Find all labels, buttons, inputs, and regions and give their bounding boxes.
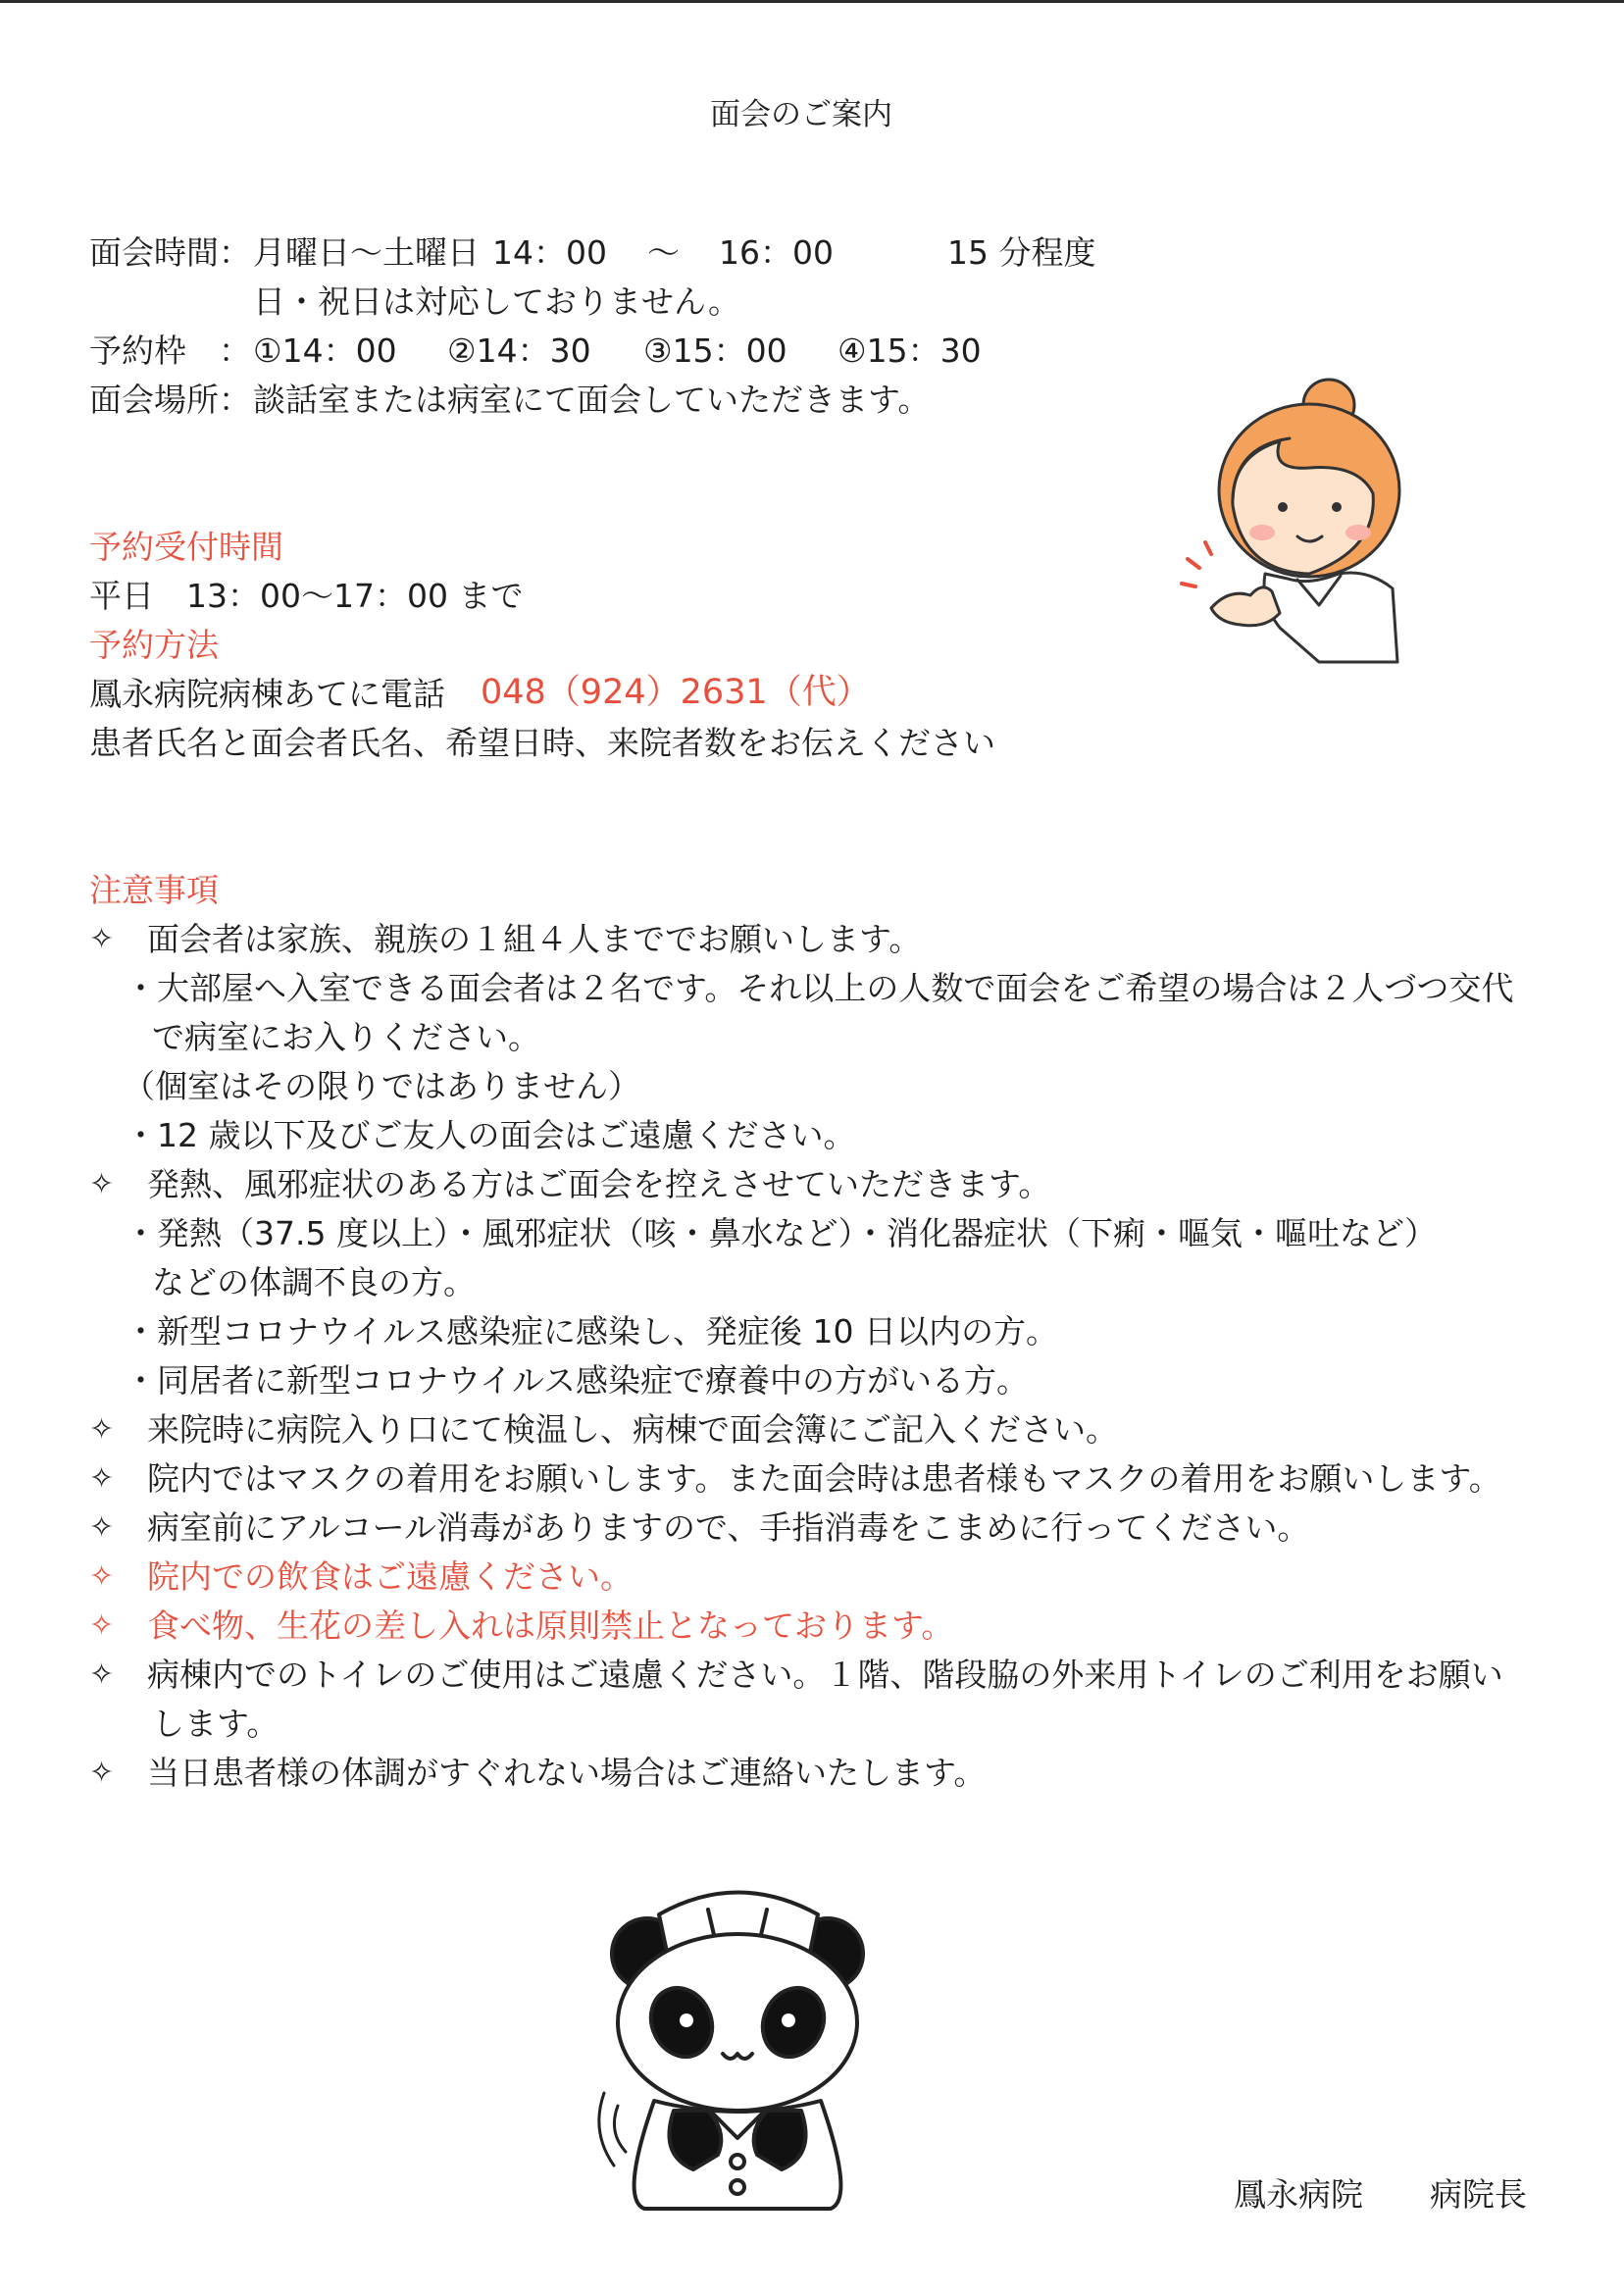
nurse-illustration [1172, 378, 1407, 672]
bullet-star: ✧ [89, 1756, 115, 1790]
note-line-important: 食べ物、生花の差し入れは原則禁止となっております。 [147, 1606, 954, 1645]
place-text: 談話室または病室にて面会していただきます。 [253, 381, 931, 419]
visit-hours-tilde: ～ [647, 233, 680, 272]
reservation-time-heading: 予約受付時間 [89, 528, 283, 566]
note-line: で病室にお入りください。 [152, 1018, 540, 1056]
closed-days-note: 日・祝日は対応しておりません。 [253, 282, 740, 321]
note-line: などの体調不良の方。 [152, 1263, 476, 1301]
visit-hours-days: 月曜日～土曜日 [253, 233, 480, 272]
bullet-star: ✧ [89, 1608, 115, 1643]
phone-number[interactable]: 048（924）2631（代） [481, 673, 871, 712]
reservation-time-text: 平日 13：00～17：00 まで [89, 577, 524, 615]
note-line: （個室はその限りではありません） [123, 1067, 640, 1105]
notes-heading: 注意事項 [89, 871, 219, 909]
right-eye [1332, 502, 1342, 512]
bullet-star: ✧ [89, 1657, 115, 1692]
hand [1211, 587, 1280, 626]
uniform [1264, 573, 1397, 662]
left-eye [1278, 502, 1288, 512]
note-line: ・新型コロナウイルス感染症に感染し、発症後 10 日以内の方。 [125, 1312, 1058, 1351]
page-top-border [0, 0, 1624, 3]
place-label: 面会場所： [89, 381, 251, 419]
visit-hours-end: 16：00 [719, 233, 834, 272]
bullet-star: ✧ [89, 1167, 115, 1201]
visit-duration: 15 分程度 [947, 233, 1096, 272]
slot-2: ②14：30 [447, 331, 591, 370]
visit-hours-label: 面会時間： [89, 233, 251, 272]
footer-hospital: 鳳永病院 [1234, 2175, 1363, 2214]
note-line: 当日患者様の体調がすぐれない場合はご連絡いたします。 [147, 1754, 987, 1792]
note-line: 病室前にアルコール消毒がありますので、手指消毒をこまめに行ってください。 [147, 1508, 1310, 1547]
note-line: ・同居者に新型コロナウイルス感染症で療養中の方がいる方。 [125, 1361, 1030, 1400]
note-line: 病棟内でのトイレのご使用はご遠慮ください。１階、階段脇の外来用トイレのご利用をお願い [147, 1656, 1503, 1694]
note-line: 発熱、風邪症状のある方はご面会を控えさせていただきます。 [147, 1165, 1051, 1203]
slots-label: 予約枠 ： [89, 331, 251, 370]
reservation-info-text: 患者氏名と面会者氏名、希望日時、来院者数をお伝えください [89, 724, 995, 762]
slot-4: ④15：30 [837, 331, 982, 370]
note-line: します。 [152, 1705, 279, 1743]
page-title: 面会のご案内 [710, 97, 892, 132]
slot-1: ①14：00 [253, 331, 397, 370]
footer-role: 病院長 [1430, 2175, 1527, 2214]
bullet-star: ✧ [89, 1510, 115, 1545]
reservation-method-text: 鳳永病院病棟あてに電話 [89, 675, 445, 713]
note-line: 面会者は家族、親族の１組４人まででお願いします。 [147, 920, 922, 958]
slot-3: ③15：00 [643, 331, 787, 370]
visit-hours-start: 14：00 [492, 233, 607, 272]
bullet-star: ✧ [89, 1461, 115, 1496]
bullet-star: ✧ [89, 1559, 115, 1594]
bullet-star: ✧ [89, 1412, 115, 1447]
reservation-method-heading: 予約方法 [89, 626, 219, 664]
note-line-important: 院内での飲食はご遠慮ください。 [147, 1557, 633, 1596]
note-line: ・大部屋へ入室できる面会者は２名です。それ以上の人数で面会をご希望の場合は２人づつ交代 [125, 969, 1514, 1007]
note-line: 来院時に病院入り口にて検温し、病棟で面会簿にご記入ください。 [147, 1410, 1118, 1449]
panda-nurse-illustration [600, 1875, 894, 2228]
note-line: 院内ではマスクの着用をお願いします。また面会時は患者様もマスクの着用をお願いします。 [147, 1459, 1501, 1498]
note-line: ・12 歳以下及びご友人の面会はご遠慮ください。 [125, 1116, 856, 1154]
note-line: ・発熱（37.5 度以上）・風邪症状（咳・鼻水など）・消化器症状（下痢・嘔気・嘔吐など） [125, 1214, 1437, 1252]
bullet-star: ✧ [89, 922, 115, 956]
